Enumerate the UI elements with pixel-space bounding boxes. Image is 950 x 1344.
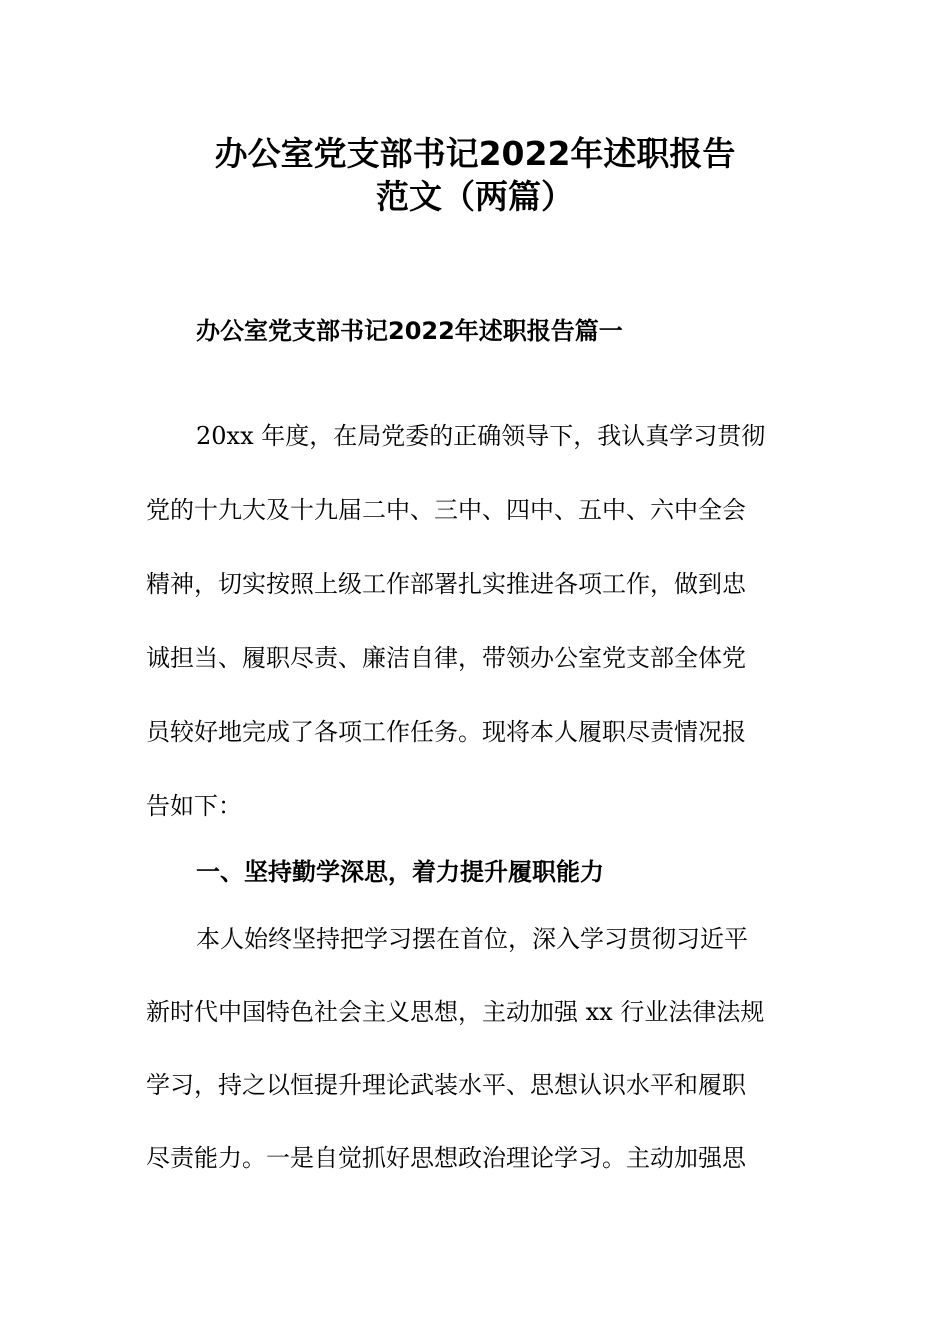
paragraph-2-line-4: 尽责能力。一是自觉抓好思想政治理论学习。主动加强思 bbox=[146, 1144, 746, 1172]
paragraph-2-line-3: 学习，持之以恒提升理论武装水平、思想认识水平和履职 bbox=[146, 1071, 746, 1099]
paragraph-1-line-5: 员较好地完成了各项工作任务。现将本人履职尽责情况报 bbox=[146, 718, 746, 746]
paragraph-1-line-3: 精神，切实按照上级工作部署扎实推进各项工作，做到忠 bbox=[146, 570, 746, 598]
paragraph-1-line-6: 告如下： bbox=[146, 792, 242, 820]
paragraph-1-line-2: 党的十九大及十九届二中、三中、四中、五中、六中全会 bbox=[146, 496, 746, 524]
article-subtitle: 办公室党支部书记2022年述职报告篇一 bbox=[196, 317, 623, 345]
document-title-line-1: 办公室党支部书记2022年述职报告 bbox=[214, 134, 736, 173]
paragraph-1-line-1: 20xx 年度，在局党委的正确领导下，我认真学习贯彻 bbox=[196, 422, 766, 450]
document-title-line-2: 范文（两篇） bbox=[376, 177, 574, 216]
paragraph-2-line-2: 新时代中国特色社会主义思想，主动加强 xx 行业法律法规 bbox=[146, 998, 765, 1026]
paragraph-2-line-1: 本人始终坚持把学习摆在首位，深入学习贯彻习近平 bbox=[196, 925, 748, 953]
section-1-heading: 一、坚持勤学深思，着力提升履职能力 bbox=[196, 858, 604, 886]
paragraph-1-line-4: 诚担当、履职尽责、廉洁自律，带领办公室党支部全体党 bbox=[146, 644, 746, 672]
